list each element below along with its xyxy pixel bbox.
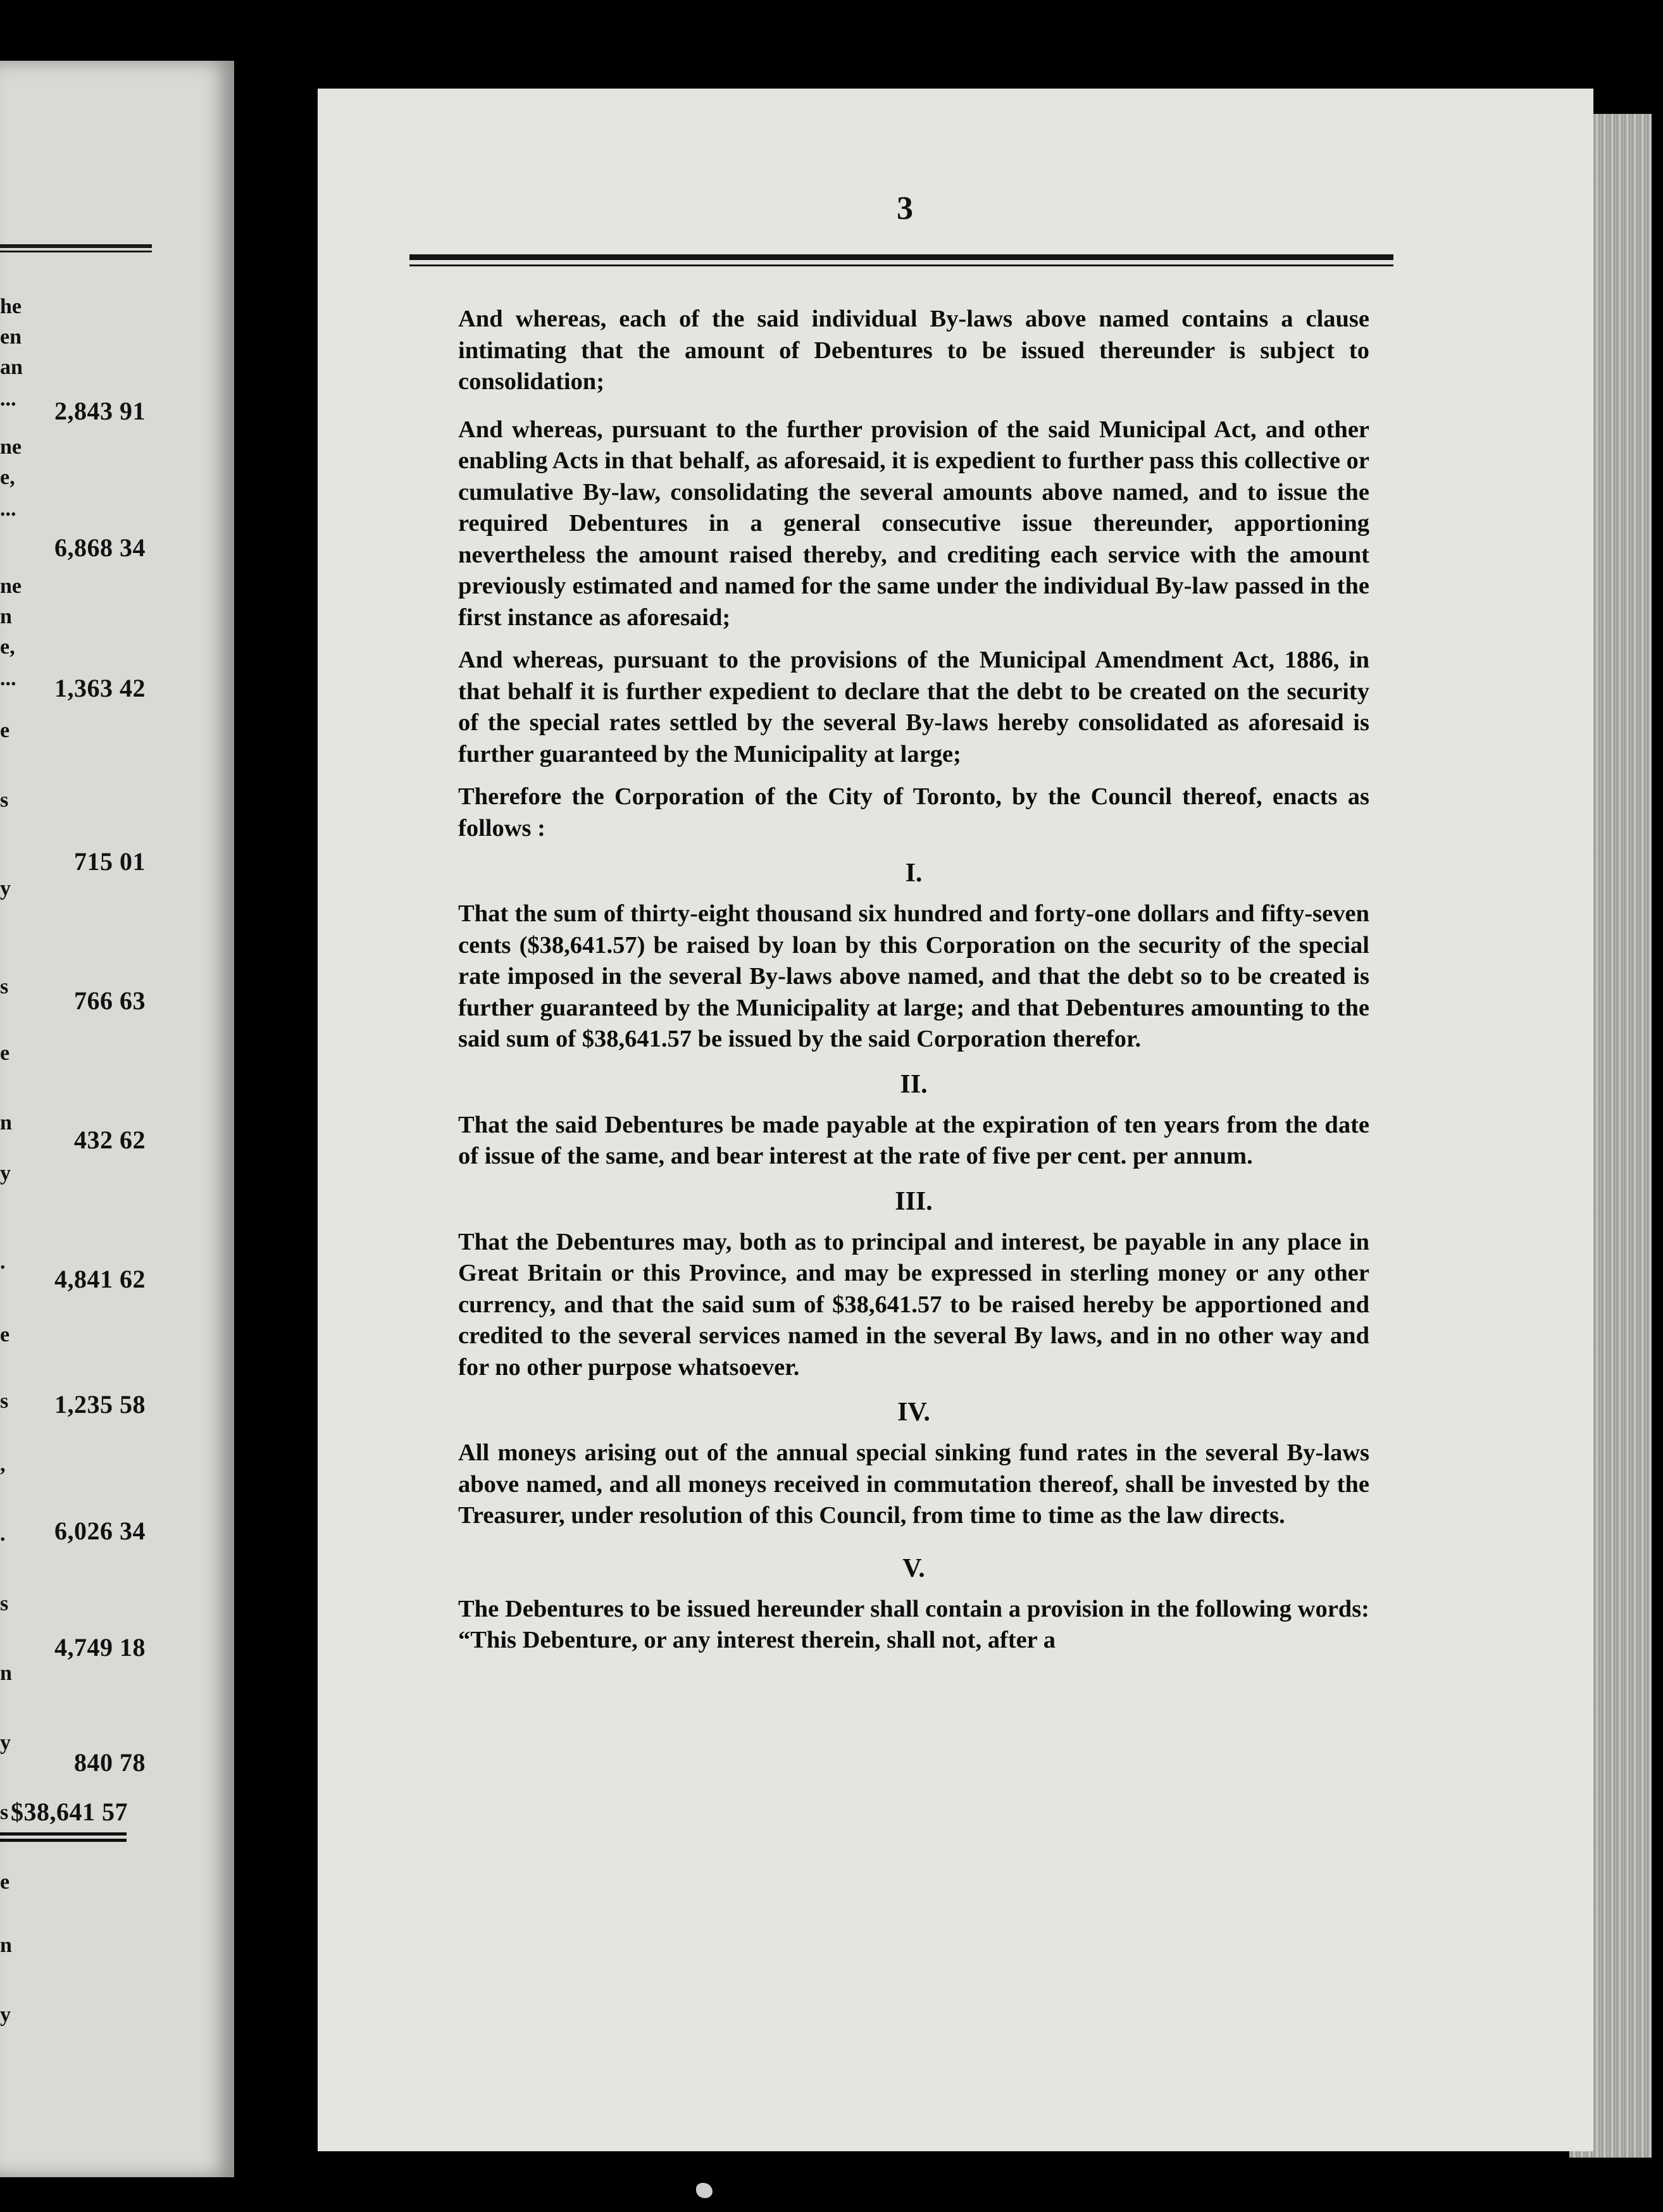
header-rule [409,254,1393,260]
left-line-fragment: s [0,788,9,812]
left-line-fragment: , [0,1453,6,1476]
left-line-fragment: s [0,1801,9,1824]
left-line-fragment: y [0,877,11,900]
left-amount: 4,841 62 [54,1265,146,1293]
left-amount: 766 63 [74,986,146,1015]
left-amount: 715 01 [74,847,146,876]
left-line-fragment: s [0,1592,9,1615]
left-line-fragment: an [0,356,23,379]
left-line-fragment: n [0,1934,12,1957]
section-text: The Debentures to be issued hereunder shall contain a provision in the following words: “This Debenture, or any interest therein, shall not, after a [458,1595,1369,1653]
paragraph: And whereas, pursuant to the provisions of the Municipal Amendment Act, 1886, in that behalf it is further expedient to declare that the debt to be created on the security of the special rates settled by the several By-laws hereby consolidated as aforesaid is further guaranteed by the Municipality at large; [458,647,1369,767]
document-page [318,89,1593,2151]
left-amount: 432 62 [74,1126,146,1154]
page-number: 3 [897,190,913,227]
left-line-fragment: s [0,1389,9,1413]
section-heading: II. [900,1069,928,1099]
left-amount: 840 78 [74,1748,146,1777]
left-line-fragment: e [0,1041,10,1065]
paragraph: And whereas, pursuant to the further provision of the said Municipal Act, and other enabling Acts in that behalf, as aforesaid, it is expedient to further pass this collective or cumulative By-law, consolidating the several amounts above named, and to issue the required Debentures in a general consecutive issue thereunder, apportioning nevertheless the amount raised thereby, and crediting each service with the amount previously estimated and named for the same under the individual By-law passed in the first instance as aforesaid; [458,416,1369,631]
left-amount: 4,749 18 [54,1633,146,1662]
left-line-fragment: ... [0,497,16,521]
section-heading: IV. [897,1398,930,1427]
left-total-rule [0,1832,127,1836]
left-total-amount: $38,641 57 [11,1798,128,1826]
left-line-fragment: e [0,1870,10,1894]
left-line-fragment: . [0,1522,6,1546]
paragraph: And whereas, each of the said individual By-laws above named contains a clause intimating that the amount of Debentures to be issued thereunder is subject to consolidation; [458,306,1369,395]
left-line-fragment: e, [0,466,15,489]
left-line-fragment: ... [0,667,16,690]
section-text: That the said Debentures be made payable at the expiration of ten years from the date of issue of the same, and bear interest at the rate of five per cent. per annum. [458,1111,1369,1169]
left-line-fragment: . [0,1250,6,1274]
left-line-fragment: n [0,605,12,628]
section-text: That the Debentures may, both as to principal and interest, be payable in any place in Great Britain or this Province, and may be expressed in sterling money or any other currency, and that the said sum of $38,641.57 to be raised hereby be apportioned and credited to the several services named in the several By laws, and in no other way and for no other purpose whatsoever. [458,1228,1369,1381]
left-line-fragment: en [0,325,22,349]
left-amount: 1,363 42 [54,674,146,702]
left-amount: 2,843 91 [54,397,146,425]
left-line-fragment: e [0,719,10,742]
left-amount: 1,235 58 [54,1390,146,1419]
paragraph: Therefore the Corporation of the City of Toronto, by the Council thereof, enacts as follows : [458,783,1369,842]
left-line-fragment: y [0,1162,11,1185]
left-line-fragment: n [0,1662,12,1685]
section-text: All moneys arising out of the annual special sinking fund rates in the several By-laws above named, and all moneys received in commutation thereof, shall be invested by the Treasurer, under resolution of this Council, from time to time as the law directs. [458,1439,1369,1529]
left-line-fragment: ... [0,387,16,411]
left-page-rule-thin [0,251,152,252]
left-line-fragment: ne [0,435,22,459]
page-body [458,304,1369,1668]
scan-speck [696,2183,713,2198]
left-amount: 6,868 34 [54,533,146,562]
section-heading: III. [895,1186,933,1216]
left-page-rule [0,244,152,248]
left-line-fragment: y [0,2003,11,2027]
left-line-fragment: he [0,295,22,318]
header-rule-thin [409,264,1393,266]
section-heading: I. [905,859,923,888]
left-line-fragment: ne [0,575,22,598]
left-line-fragment: y [0,1731,11,1755]
left-total-rule [0,1839,127,1842]
left-page-fragment [0,61,234,2177]
left-line-fragment: e, [0,635,15,659]
section-heading: V. [902,1553,925,1583]
section-text: That the sum of thirty-eight thousand six hundred and forty-one dollars and fifty-seven cents ($38,641.57) be raised by loan by this Corporation on the security of the special rate imposed in the several By-laws above named, and that the debt so to be created is further guaranteed by the Municipality at large; and that Debentures amounting to the said sum of $38,641.57 be issued by the said Corporation therefor. [458,900,1369,1052]
left-line-fragment: s [0,975,9,998]
left-amount: 6,026 34 [54,1517,146,1545]
left-line-fragment: e [0,1323,10,1346]
left-line-fragment: n [0,1111,12,1134]
